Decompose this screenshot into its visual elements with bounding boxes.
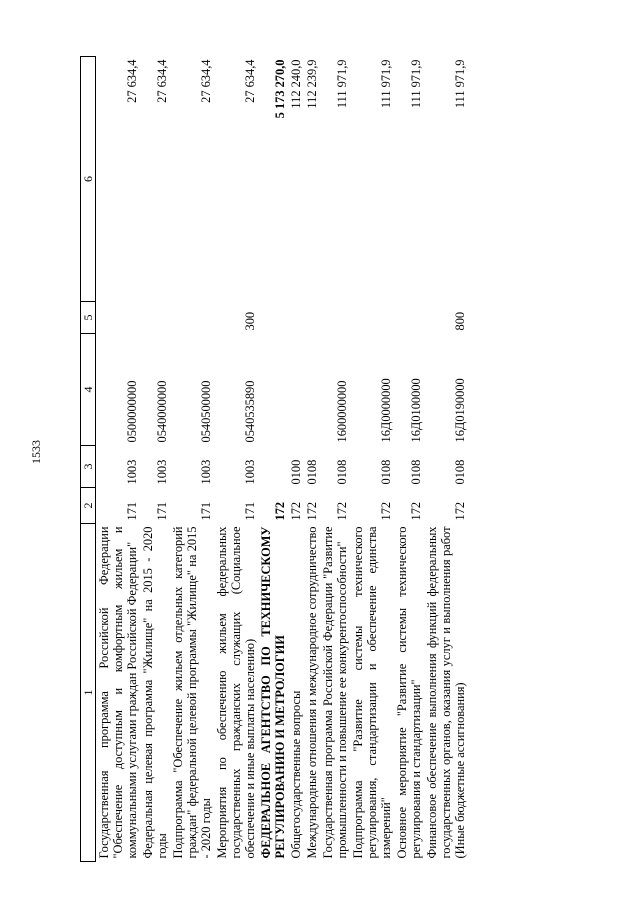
row-section-code: 0108 bbox=[409, 459, 423, 485]
row-amount: 112 239,9 bbox=[305, 59, 319, 109]
row-expense-type bbox=[96, 302, 141, 334]
row-section-code: 1003 bbox=[243, 459, 257, 485]
row-target-code: 16Д0100000 bbox=[409, 378, 423, 443]
row-expense-type bbox=[288, 302, 304, 334]
row-expense-type bbox=[394, 302, 424, 334]
row-name: Основное мероприятие "Развитие системы технического регулирования и стандартизации" bbox=[395, 526, 423, 859]
row-amount: 27 634,4 bbox=[96, 57, 141, 302]
row-name: Государственная программа Российской Федерации "Обеспечение доступным и комфортным жильем и коммунальными услугами граждан Российской Федерации" bbox=[96, 524, 141, 862]
row-name: Подпрограмма "Развитие системы технического регулирования, стандартизации и обеспечение единства измерений" bbox=[351, 526, 393, 859]
row-amount: 5 173 270,0 bbox=[273, 59, 287, 119]
row-section-code bbox=[258, 446, 288, 488]
table-header-row bbox=[81, 57, 96, 862]
row-ministry-code: 172 bbox=[273, 501, 287, 521]
row-target-code bbox=[304, 334, 320, 446]
row-target-code: 16Д0190000 bbox=[453, 378, 467, 443]
row-target-code: 1600000000 bbox=[335, 380, 349, 443]
header-col-1: 1 bbox=[81, 524, 96, 862]
row-amount: 27 634,4 bbox=[199, 59, 213, 103]
row-name: Федеральная целевая программа "Жилище" на 2015 - 2020 годы bbox=[141, 526, 169, 859]
table-row bbox=[258, 57, 288, 862]
row-amount: 111 971,9 bbox=[409, 59, 423, 109]
row-ministry-code: 171 bbox=[96, 488, 141, 524]
row-amount: 111 971,9 bbox=[379, 59, 393, 109]
row-ministry-code: 171 bbox=[155, 501, 169, 521]
row-section-code: 0108 bbox=[305, 459, 319, 485]
row-ministry-code: 172 bbox=[379, 501, 393, 521]
row-target-code: 0540000000 bbox=[155, 380, 169, 443]
table-row bbox=[304, 57, 320, 862]
row-section-code: 1003 bbox=[96, 446, 141, 488]
row-target-code: 16Д0000000 bbox=[379, 378, 393, 443]
row-expense-type bbox=[304, 302, 320, 334]
header-col-6: 6 bbox=[81, 57, 96, 302]
row-ministry-code: 172 bbox=[289, 501, 303, 521]
table-row bbox=[170, 57, 214, 862]
table-row bbox=[140, 57, 170, 862]
row-name: Общегосударственные вопросы bbox=[289, 690, 303, 859]
row-ministry-code: 172 bbox=[335, 501, 349, 521]
row-expense-type bbox=[170, 302, 214, 334]
row-target-code: 0500000000 bbox=[96, 334, 141, 446]
row-amount: 112 240,0 bbox=[289, 59, 303, 109]
row-section-code: 0108 bbox=[453, 459, 467, 485]
row-name: Международные отношения и международное сотрудничество bbox=[305, 526, 319, 859]
row-amount: 27 634,4 bbox=[243, 59, 257, 103]
row-expense-type: 800 bbox=[453, 311, 467, 331]
row-amount: 111 971,9 bbox=[335, 59, 349, 109]
budget-table-sheet bbox=[80, 57, 560, 862]
table-row bbox=[424, 57, 468, 862]
row-ministry-code: 172 bbox=[409, 501, 423, 521]
row-target-code bbox=[258, 334, 288, 446]
page-number: 1533 bbox=[29, 440, 43, 464]
row-section-code: 0108 bbox=[379, 459, 393, 485]
row-ministry-code: 172 bbox=[305, 501, 319, 521]
row-expense-type bbox=[258, 302, 288, 334]
row-expense-type bbox=[350, 302, 394, 334]
row-section-code: 0100 bbox=[289, 459, 303, 485]
row-ministry-code: 171 bbox=[199, 501, 213, 521]
header-col-4: 4 bbox=[81, 334, 96, 446]
row-amount: 111 971,9 bbox=[453, 59, 467, 109]
row-target-code bbox=[288, 334, 304, 446]
row-expense-type bbox=[140, 302, 170, 334]
row-expense-type bbox=[320, 302, 350, 334]
header-col-3: 3 bbox=[81, 446, 96, 488]
row-target-code: 0540535890 bbox=[243, 380, 257, 443]
row-name: ФЕДЕРАЛЬНОЕ АГЕНТСТВО ПО ТЕХНИЧЕСКОМУ РЕГУЛИРОВАНИЮ И МЕТРОЛОГИИ bbox=[259, 526, 287, 859]
row-section-code: 1003 bbox=[199, 459, 213, 485]
row-name: Государственная программа Российской Федерации "Развитие промышленности и повышение ее конкурентоспособности" bbox=[321, 526, 349, 859]
budget-table bbox=[80, 56, 468, 862]
table-row bbox=[214, 57, 258, 862]
table-row bbox=[320, 57, 350, 862]
row-ministry-code: 171 bbox=[243, 501, 257, 521]
table-row bbox=[96, 57, 141, 862]
row-name: Мероприятия по обеспечению жильем федеральных государственных гражданских служащих (Социальное обеспечение и иные выплаты населению) bbox=[215, 526, 257, 859]
row-target-code: 0540500000 bbox=[199, 380, 213, 443]
row-amount: 27 634,4 bbox=[155, 59, 169, 103]
table-row bbox=[288, 57, 304, 862]
row-ministry-code: 172 bbox=[453, 501, 467, 521]
header-col-5: 5 bbox=[81, 302, 96, 334]
row-name: Финансовое обеспечение выполнения функций федеральных государственных органов, оказания услуг и выполнения работ (Иные бюджетные ассигнования) bbox=[425, 526, 467, 859]
row-expense-type: 300 bbox=[243, 311, 257, 331]
row-section-code: 1003 bbox=[155, 459, 169, 485]
table-row bbox=[350, 57, 394, 862]
row-name: Подпрограмма "Обеспечение жильем отдельных категорий граждан" федеральной целевой программы "Жилище" на 2015 - 2020 годы bbox=[171, 526, 213, 859]
table-row bbox=[394, 57, 424, 862]
header-col-2: 2 bbox=[81, 488, 96, 524]
row-section-code: 0108 bbox=[335, 459, 349, 485]
